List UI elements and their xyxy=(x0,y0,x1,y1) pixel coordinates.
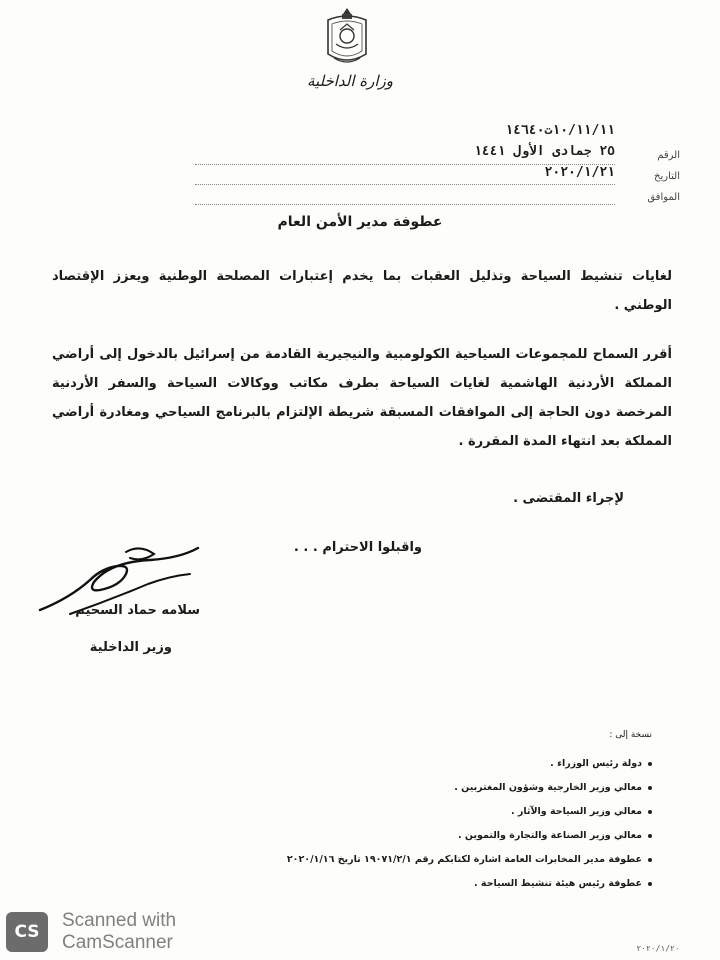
bullet-icon xyxy=(648,786,652,790)
reference-date-line xyxy=(195,184,615,185)
watermark-text xyxy=(62,910,176,954)
bullet-icon xyxy=(648,858,652,862)
reference-number: ١٠/١١/١١ت١٤٦٤٠ xyxy=(505,123,615,138)
label-corresponding: الموافق xyxy=(647,192,680,203)
ministry-name: وزارة الداخلية xyxy=(306,72,394,90)
addressee: عطوفة مدير الأمن العام xyxy=(277,214,443,230)
watermark-line-1: Scanned with xyxy=(62,910,177,931)
watermark-line-2: CamScanner xyxy=(62,932,173,953)
jordan-coat-of-arms-icon xyxy=(320,6,374,68)
hijri-date: ٢٥ جمادى الأول ١٤٤١ xyxy=(474,144,615,159)
reference-number-line xyxy=(195,164,615,165)
gregorian-date: ٢٠٢٠/١/٢١ xyxy=(544,165,615,180)
paragraph-decision: أقرر السماح للمجموعات السياحية الكولومبية والنيجيرية القادمة من إسرائيل بالدخول إلى أراضي المملكة الأردنية الهاشمية لغايات السياحة بطرف مكاتب ووكالات السياحة والسفر الأردنية المرخصة دون الحاجة إلى الموافقات المسبقة شريطة الإلتزام بالبرنامج السياحي ومغادرة أراضي المملكة بعد انتهاء المدة المقررة . xyxy=(52,347,672,449)
signer-name: سلامه حماد السحيم xyxy=(75,603,200,618)
signer-title: وزير الداخلية xyxy=(89,640,172,655)
reference-labels xyxy=(620,145,680,208)
list-item: معالي وزير الخارجية وشؤون المغتربين . xyxy=(232,776,652,800)
bullet-icon xyxy=(648,882,652,886)
label-number: الرقم xyxy=(657,150,680,161)
list-item: معالي وزير السياحة والآثار . xyxy=(232,800,652,824)
bullet-icon xyxy=(648,810,652,814)
list-item: عطوفة مدير المخابرات العامة اشارة لكتابكم رقم ١٩٠٧١/٢/١ تاريخ ٢٠٢٠/١/١٦ xyxy=(232,848,652,872)
action-line: لإجراء المقتضى . xyxy=(513,491,624,506)
paragraph-purpose: لغايات تنشيط السياحة وتذليل العقبات بما يخدم إعتبارات المصلحة الوطنية ويعزز الإقتصاد الوطني . xyxy=(52,269,672,313)
reference-corresponding-line xyxy=(195,204,615,205)
reference-values xyxy=(405,120,615,183)
list-item: عطوفة رئيس هيئة تنشيط السياحة . xyxy=(232,872,652,896)
copies-label: نسخة إلى : xyxy=(609,730,652,740)
footer-code: ٢٠٢٠/١/٢٠ xyxy=(636,944,680,953)
copies-list xyxy=(232,752,652,896)
camscanner-watermark xyxy=(6,908,206,954)
camscanner-logo-icon: CS xyxy=(6,912,48,952)
label-date: التاريخ xyxy=(654,171,680,182)
list-item: دولة رئيس الوزراء . xyxy=(232,752,652,776)
bullet-icon xyxy=(648,834,652,838)
closing-line: واقبلوا الاحترام . . . xyxy=(293,540,422,555)
bullet-icon xyxy=(648,762,652,766)
list-item: معالي وزير الصناعة والتجارة والتموين . xyxy=(232,824,652,848)
